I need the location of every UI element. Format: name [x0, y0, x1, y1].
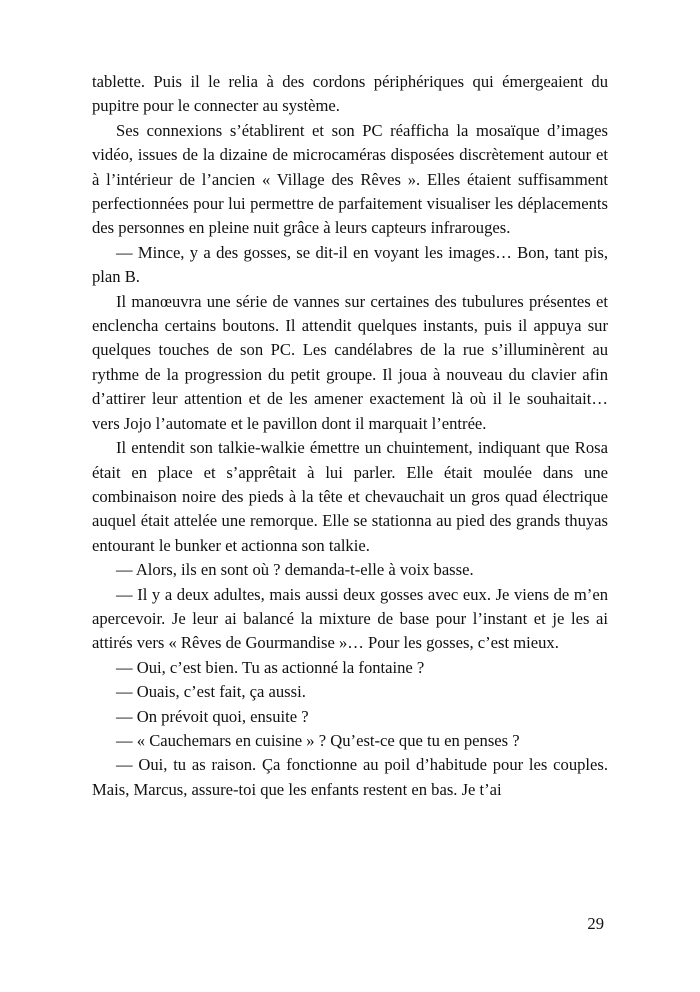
body-text — [92, 70, 608, 802]
dialogue-line: — Oui, tu as raison. Ça fonctionne au poil d’habitude pour les couples. Mais, Marcus, assure-toi que les enfants restent en bas. Je t’ai — [92, 755, 608, 799]
dialogue-line: — Il y a deux adultes, mais aussi deux gosses avec eux. Je viens de m’en apercevoir. Je leur ai balancé la mixture de base pour l’instant et je les ai attirés vers « Rêves de Gourmandise »… Pour les gosses, c’est mieux. — [92, 584, 608, 653]
dialogue-line: — Alors, ils en sont où ? demanda-t-elle à voix basse. — [116, 560, 474, 580]
page-number: 29 — [587, 914, 604, 933]
dialogue-line: — On prévoit quoi, ensuite ? — [116, 706, 309, 726]
paragraph: tablette. Puis il le relia à des cordons périphériques qui émergeaient du pupitre pour le connecter au système. — [92, 72, 608, 116]
paragraph: Ses connexions s’établirent et son PC réafficha la mosaïque d’images vidéo, issues de la dizaine de microcaméras disposées discrètement autour et à l’intérieur de l’ancien « Village des Rêves ». Elles étaient suffisamment perfectionnées pour lui permettre de parfaitement visualiser les déplacements des personnes en pleine nuit grâce à leurs capteurs infrarouges. — [92, 120, 608, 238]
dialogue-line: — « Cauchemars en cuisine » ? Qu’est-ce que tu en penses ? — [116, 730, 520, 750]
paragraph: — Mince, y a des gosses, se dit-il en voyant les images… Bon, tant pis, plan B. — [92, 242, 608, 287]
dialogue-line: — Ouais, c’est fait, ça aussi. — [116, 682, 306, 702]
paragraph: Il entendit son talkie-walkie émettre un chuintement, indiquant que Rosa était en place et s’apprêtait à lui parler. Elle était moulée dans une combinaison noire des pieds à la tête et chevauchait un gros quad électrique auquel était attelée une remorque. Elle se stationna au pied des grands thuyas entourant le bunker et actionna son talkie. — [92, 438, 608, 555]
dialogue-line: — Oui, c’est bien. Tu as actionné la fontaine ? — [116, 657, 425, 677]
paragraph: Il manœuvra une série de vannes sur certaines des tubulures présentes et enclencha certains boutons. Il attendit quelques instants, puis il appuya sur quelques touches de son PC. Les candélabres de la rue s’illuminèrent au rythme de la progression du petit groupe. Il joua à nouveau du clavier afin d’attirer leur attention et de les amener exactement là où il le souhaitait… vers Jojo l’automate et le pavillon dont il marquait l’entrée. — [92, 291, 608, 433]
